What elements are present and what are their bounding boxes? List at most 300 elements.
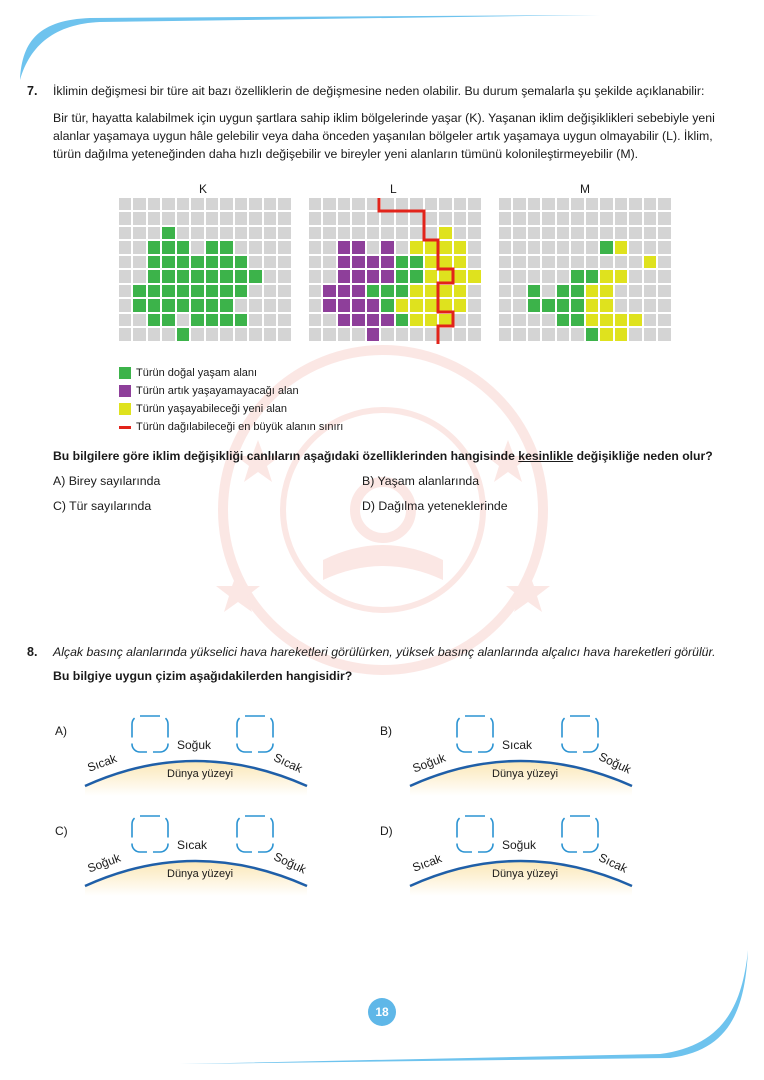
grid-cell: [220, 198, 232, 210]
grid-cell: [249, 270, 261, 282]
grid-cell: [249, 328, 261, 340]
grid-cell: [133, 227, 145, 239]
left-label: Sıcak: [85, 751, 119, 775]
grid-cell: [557, 212, 569, 224]
grid-cell: [629, 270, 641, 282]
grid-cell: [220, 314, 232, 326]
grid-cell: [658, 227, 670, 239]
grid-cell: [191, 241, 203, 253]
l-boundary-line: [309, 198, 485, 344]
grid-cell: [119, 227, 131, 239]
grid-cell: [177, 212, 189, 224]
grid-cell: [191, 212, 203, 224]
grid-cell: [264, 299, 276, 311]
grid-cell: [513, 314, 525, 326]
grid-cell: [191, 198, 203, 210]
grid-cell: [586, 256, 598, 268]
grid-cell: [278, 241, 290, 253]
grid-cell: [542, 270, 554, 282]
grid-cell: [162, 285, 174, 297]
grid-cell: [235, 285, 247, 297]
grid-cell: [249, 299, 261, 311]
center-label: Soğuk: [502, 838, 537, 852]
grid-cell: [571, 198, 583, 210]
grid-cell: [557, 270, 569, 282]
grid-cell: [499, 241, 511, 253]
legend-swatch-green: [119, 367, 131, 379]
grid-cell: [220, 328, 232, 340]
grid-cell: [600, 227, 612, 239]
q8-option-c[interactable]: [55, 806, 320, 896]
grid-cell: [586, 212, 598, 224]
q7-option-c[interactable]: C) Tür sayılarında: [53, 499, 152, 513]
grid-cell: [264, 314, 276, 326]
q7-question-underline: kesinlikle: [518, 449, 574, 463]
grid-cell: [191, 328, 203, 340]
legend-label: Türün doğal yaşam alanı: [136, 367, 258, 379]
grid-cell: [571, 328, 583, 340]
grid-cell: [264, 212, 276, 224]
circulation-arrows-icon: [237, 816, 273, 852]
grid-cell: [644, 198, 656, 210]
q8-question: Bu bilgiye uygun çizim aşağıdakilerden hangisidir?: [53, 669, 353, 683]
center-label: Sıcak: [502, 738, 533, 752]
grid-cell: [206, 328, 218, 340]
top-swoosh: [0, 0, 764, 80]
grid-cell: [571, 241, 583, 253]
grid-cell: [542, 256, 554, 268]
grid-cell: [119, 212, 131, 224]
surface-label: Dünya yüzeyi: [492, 868, 559, 880]
grid-cell: [658, 314, 670, 326]
grid-cell: [513, 270, 525, 282]
grid-cell: [542, 212, 554, 224]
grid-cell: [629, 227, 641, 239]
grid-cell: [278, 314, 290, 326]
grid-k: [119, 198, 291, 341]
right-label: Soğuk: [596, 749, 634, 777]
grid-cell: [629, 299, 641, 311]
grid-cell: [629, 314, 641, 326]
grid-cell: [133, 198, 145, 210]
grid-cell: [557, 328, 569, 340]
grid-cell: [600, 241, 612, 253]
grid-cell: [133, 256, 145, 268]
grid-cell: [615, 270, 627, 282]
grid-cell: [528, 285, 540, 297]
q8-option-b[interactable]: [380, 706, 645, 796]
circulation-arrows-icon: [562, 816, 598, 852]
q7-option-b[interactable]: B) Yaşam alanlarında: [362, 474, 480, 488]
grid-cell: [615, 256, 627, 268]
grid-cell: [542, 328, 554, 340]
grid-l-label: L: [390, 182, 397, 196]
option-letter: B): [380, 724, 392, 738]
grid-cell: [148, 328, 160, 340]
grid-cell: [119, 328, 131, 340]
grid-cell: [499, 314, 511, 326]
grid-cell: [148, 198, 160, 210]
grid-cell: [499, 227, 511, 239]
grid-cell: [162, 227, 174, 239]
grid-cell: [264, 198, 276, 210]
grid-cell: [615, 285, 627, 297]
q7-legend: [119, 364, 343, 436]
grid-cell: [249, 198, 261, 210]
legend-item: [119, 364, 343, 382]
grid-m: [499, 198, 671, 341]
grid-cell: [191, 256, 203, 268]
grid-cell: [278, 198, 290, 210]
grid-cell: [206, 241, 218, 253]
grid-cell: [206, 285, 218, 297]
grid-cell: [162, 212, 174, 224]
q8-option-d[interactable]: [380, 806, 645, 896]
grid-cell: [542, 285, 554, 297]
legend-item: [119, 418, 343, 436]
grid-cell: [177, 299, 189, 311]
grid-cell: [220, 285, 232, 297]
q7-number: 7.: [27, 84, 38, 98]
grid-cell: [557, 241, 569, 253]
grid-cell: [615, 212, 627, 224]
grid-cell: [600, 198, 612, 210]
page-number: 18: [368, 998, 396, 1026]
grid-cell: [499, 198, 511, 210]
grid-cell: [615, 299, 627, 311]
grid-cell: [177, 241, 189, 253]
grid-cell: [499, 212, 511, 224]
legend-label: Türün yaşayabileceği yeni alan: [136, 403, 288, 415]
grid-cell: [571, 256, 583, 268]
grid-cell: [629, 285, 641, 297]
grid-cell: [600, 285, 612, 297]
grid-cell: [557, 285, 569, 297]
q7-line-3: türün dağılma yeteneğinden daha hızlı değişebilir ve bireyler yeni alanların tümünü kolonileştirmeyebilir (M).: [53, 147, 639, 161]
grid-cell: [600, 256, 612, 268]
legend-label: Türün dağılabileceği en büyük alanın sınırı: [136, 421, 344, 433]
grid-cell: [615, 227, 627, 239]
grid-cell: [235, 198, 247, 210]
grid-cell: [658, 241, 670, 253]
grid-cell: [235, 241, 247, 253]
grid-cell: [235, 256, 247, 268]
grid-cell: [600, 212, 612, 224]
grid-cell: [133, 212, 145, 224]
grid-cell: [586, 299, 598, 311]
right-label: Soğuk: [271, 849, 309, 877]
grid-cell: [499, 256, 511, 268]
grid-cell: [528, 328, 540, 340]
q7-option-d[interactable]: D) Dağılma yeteneklerinde: [362, 499, 508, 513]
grid-cell: [586, 227, 598, 239]
grid-cell: [133, 241, 145, 253]
grid-cell: [644, 314, 656, 326]
grid-cell: [542, 198, 554, 210]
grid-cell: [644, 270, 656, 282]
grid-cell: [658, 212, 670, 224]
grid-cell: [119, 299, 131, 311]
grid-cell: [600, 328, 612, 340]
grid-cell: [513, 328, 525, 340]
grid-cell: [191, 314, 203, 326]
option-letter: D): [380, 824, 393, 838]
grid-cell: [148, 299, 160, 311]
grid-cell: [235, 314, 247, 326]
q8-number: 8.: [27, 645, 38, 659]
grid-cell: [528, 256, 540, 268]
grid-cell: [177, 270, 189, 282]
grid-cell: [528, 212, 540, 224]
grid-cell: [644, 241, 656, 253]
grid-cell: [220, 241, 232, 253]
legend-item: [119, 400, 343, 418]
grid-cell: [513, 241, 525, 253]
grid-cell: [278, 328, 290, 340]
grid-cell: [542, 241, 554, 253]
q7-option-a[interactable]: A) Birey sayılarında: [53, 474, 161, 488]
grid-cell: [644, 328, 656, 340]
legend-swatch-yellow: [119, 403, 131, 415]
left-label: Soğuk: [85, 850, 123, 876]
grid-cell: [571, 299, 583, 311]
grid-cell: [162, 299, 174, 311]
grid-cell: [206, 198, 218, 210]
grid-cell: [644, 212, 656, 224]
circulation-arrows-icon: [562, 716, 598, 752]
grid-cell: [264, 256, 276, 268]
grid-cell: [586, 314, 598, 326]
grid-cell: [148, 314, 160, 326]
grid-cell: [557, 299, 569, 311]
grid-cell: [206, 256, 218, 268]
grid-cell: [600, 314, 612, 326]
grid-cell: [571, 314, 583, 326]
grid-cell: [133, 314, 145, 326]
grid-cell: [658, 270, 670, 282]
grid-cell: [235, 270, 247, 282]
grid-cell: [206, 212, 218, 224]
grid-cell: [658, 256, 670, 268]
grid-cell: [542, 314, 554, 326]
grid-cell: [119, 270, 131, 282]
center-label: Sıcak: [177, 838, 208, 852]
grid-cell: [615, 241, 627, 253]
grid-cell: [220, 227, 232, 239]
grid-cell: [600, 270, 612, 282]
grid-cell: [658, 299, 670, 311]
grid-cell: [177, 227, 189, 239]
grid-cell: [249, 227, 261, 239]
grid-cell: [133, 328, 145, 340]
grid-cell: [119, 314, 131, 326]
q7-line-1: Bir tür, hayatta kalabilmek için uygun şartlara sahip iklim bölgelerinde yaşar (K). Yaşanan iklim değişiklikleri sebebiyle yeni: [53, 111, 715, 125]
grid-cell: [278, 212, 290, 224]
grid-cell: [513, 299, 525, 311]
grid-cell: [658, 198, 670, 210]
grid-cell: [528, 299, 540, 311]
grid-cell: [249, 212, 261, 224]
legend-item: [119, 382, 343, 400]
grid-cell: [513, 227, 525, 239]
grid-cell: [571, 227, 583, 239]
right-label: Sıcak: [596, 850, 630, 876]
circulation-arrows-icon: [132, 716, 168, 752]
grid-cell: [220, 256, 232, 268]
grid-cell: [615, 198, 627, 210]
left-label: Soğuk: [410, 750, 448, 776]
grid-cell: [148, 270, 160, 282]
grid-cell: [220, 270, 232, 282]
q8-option-a[interactable]: [55, 706, 320, 796]
surface-label: Dünya yüzeyi: [167, 868, 234, 880]
option-letter: C): [55, 824, 68, 838]
option-letter: A): [55, 724, 67, 738]
grid-cell: [586, 270, 598, 282]
grid-cell: [644, 256, 656, 268]
left-label: Sıcak: [410, 851, 444, 875]
surface-label: Dünya yüzeyi: [167, 768, 234, 780]
grid-cell: [162, 314, 174, 326]
grid-cell: [278, 227, 290, 239]
grid-cell: [148, 256, 160, 268]
grid-cell: [206, 314, 218, 326]
grid-cell: [264, 241, 276, 253]
grid-cell: [220, 299, 232, 311]
grid-cell: [513, 198, 525, 210]
q7-intro: İklimin değişmesi bir türe ait bazı özelliklerin de değişmesine neden olabilir. Bu durum şemalarla şu şekilde açıklanabilir:: [53, 84, 705, 98]
grid-cell: [658, 285, 670, 297]
grid-cell: [586, 241, 598, 253]
grid-cell: [264, 227, 276, 239]
grid-cell: [644, 299, 656, 311]
grid-cell: [586, 198, 598, 210]
grid-cell: [119, 285, 131, 297]
grid-cell: [278, 299, 290, 311]
grid-cell: [235, 212, 247, 224]
grid-cell: [264, 270, 276, 282]
grid-cell: [629, 212, 641, 224]
grid-cell: [629, 328, 641, 340]
grid-cell: [629, 198, 641, 210]
grid-cell: [615, 328, 627, 340]
grid-cell: [148, 227, 160, 239]
grid-cell: [513, 256, 525, 268]
grid-cell: [206, 299, 218, 311]
grid-cell: [133, 270, 145, 282]
grid-cell: [264, 328, 276, 340]
grid-cell: [499, 270, 511, 282]
grid-cell: [162, 241, 174, 253]
grid-cell: [644, 285, 656, 297]
grid-cell: [235, 299, 247, 311]
grid-cell: [191, 227, 203, 239]
grid-cell: [644, 227, 656, 239]
grid-cell: [629, 256, 641, 268]
grid-cell: [220, 212, 232, 224]
grid-cell: [119, 241, 131, 253]
grid-cell: [133, 299, 145, 311]
grid-cell: [148, 285, 160, 297]
grid-cell: [177, 198, 189, 210]
circulation-arrows-icon: [457, 716, 493, 752]
grid-cell: [133, 285, 145, 297]
grid-cell: [513, 212, 525, 224]
grid-cell: [235, 227, 247, 239]
grid-cell: [148, 241, 160, 253]
grid-cell: [557, 198, 569, 210]
grid-m-label: M: [580, 182, 590, 196]
grid-cell: [206, 270, 218, 282]
legend-label: Türün artık yaşayamayacağı alan: [136, 385, 299, 397]
center-label: Soğuk: [177, 738, 212, 752]
grid-cell: [162, 328, 174, 340]
legend-swatch-purple: [119, 385, 131, 397]
grid-cell: [528, 198, 540, 210]
grid-cell: [235, 328, 247, 340]
grid-cell: [513, 285, 525, 297]
grid-cell: [499, 285, 511, 297]
grid-cell: [528, 314, 540, 326]
grid-cell: [148, 212, 160, 224]
grid-cell: [571, 285, 583, 297]
grid-cell: [278, 285, 290, 297]
grid-cell: [528, 270, 540, 282]
grid-cell: [557, 256, 569, 268]
grid-cell: [249, 285, 261, 297]
circulation-arrows-icon: [457, 816, 493, 852]
grid-cell: [528, 227, 540, 239]
grid-cell: [499, 299, 511, 311]
grid-cell: [206, 227, 218, 239]
grid-cell: [615, 314, 627, 326]
grid-k-label: K: [199, 182, 208, 196]
grid-cell: [162, 198, 174, 210]
grid-cell: [586, 285, 598, 297]
circulation-arrows-icon: [132, 816, 168, 852]
grid-cell: [162, 256, 174, 268]
grid-cell: [557, 227, 569, 239]
circulation-arrows-icon: [237, 716, 273, 752]
q7-question: [53, 446, 753, 466]
q7-question-post: değişikliğe neden olur?: [573, 449, 713, 463]
grid-cell: [249, 241, 261, 253]
legend-swatch-red-line: [119, 426, 131, 429]
grid-cell: [177, 256, 189, 268]
grid-cell: [278, 270, 290, 282]
grid-cell: [278, 256, 290, 268]
grid-cell: [162, 270, 174, 282]
grid-cell: [571, 270, 583, 282]
grid-cell: [264, 285, 276, 297]
grid-cell: [600, 299, 612, 311]
grid-cell: [119, 198, 131, 210]
q7-line-2: alanlar yaşamaya uygun hâle gelebilir veya daha önceden yaşanılan bölgeler artık yaşamaya uygun olmayabilir (L). İklim,: [53, 129, 713, 143]
grid-cell: [177, 314, 189, 326]
q7-question-pre: Bu bilgilere göre iklim değişikliği canlıların aşağıdaki özelliklerinden hangisinde: [53, 449, 519, 463]
grid-cell: [191, 299, 203, 311]
grid-cell: [177, 285, 189, 297]
grid-cell: [249, 314, 261, 326]
grid-cell: [542, 299, 554, 311]
q8-intro: Alçak basınç alanlarında yükselici hava hareketleri görülürken, yüksek basınç alanlarında alçalıcı hava hareketleri görülür.: [53, 645, 716, 659]
grid-cell: [658, 328, 670, 340]
grid-cell: [542, 227, 554, 239]
grid-cell: [528, 241, 540, 253]
grid-cell: [629, 241, 641, 253]
surface-label: Dünya yüzeyi: [492, 768, 559, 780]
grid-cell: [499, 328, 511, 340]
